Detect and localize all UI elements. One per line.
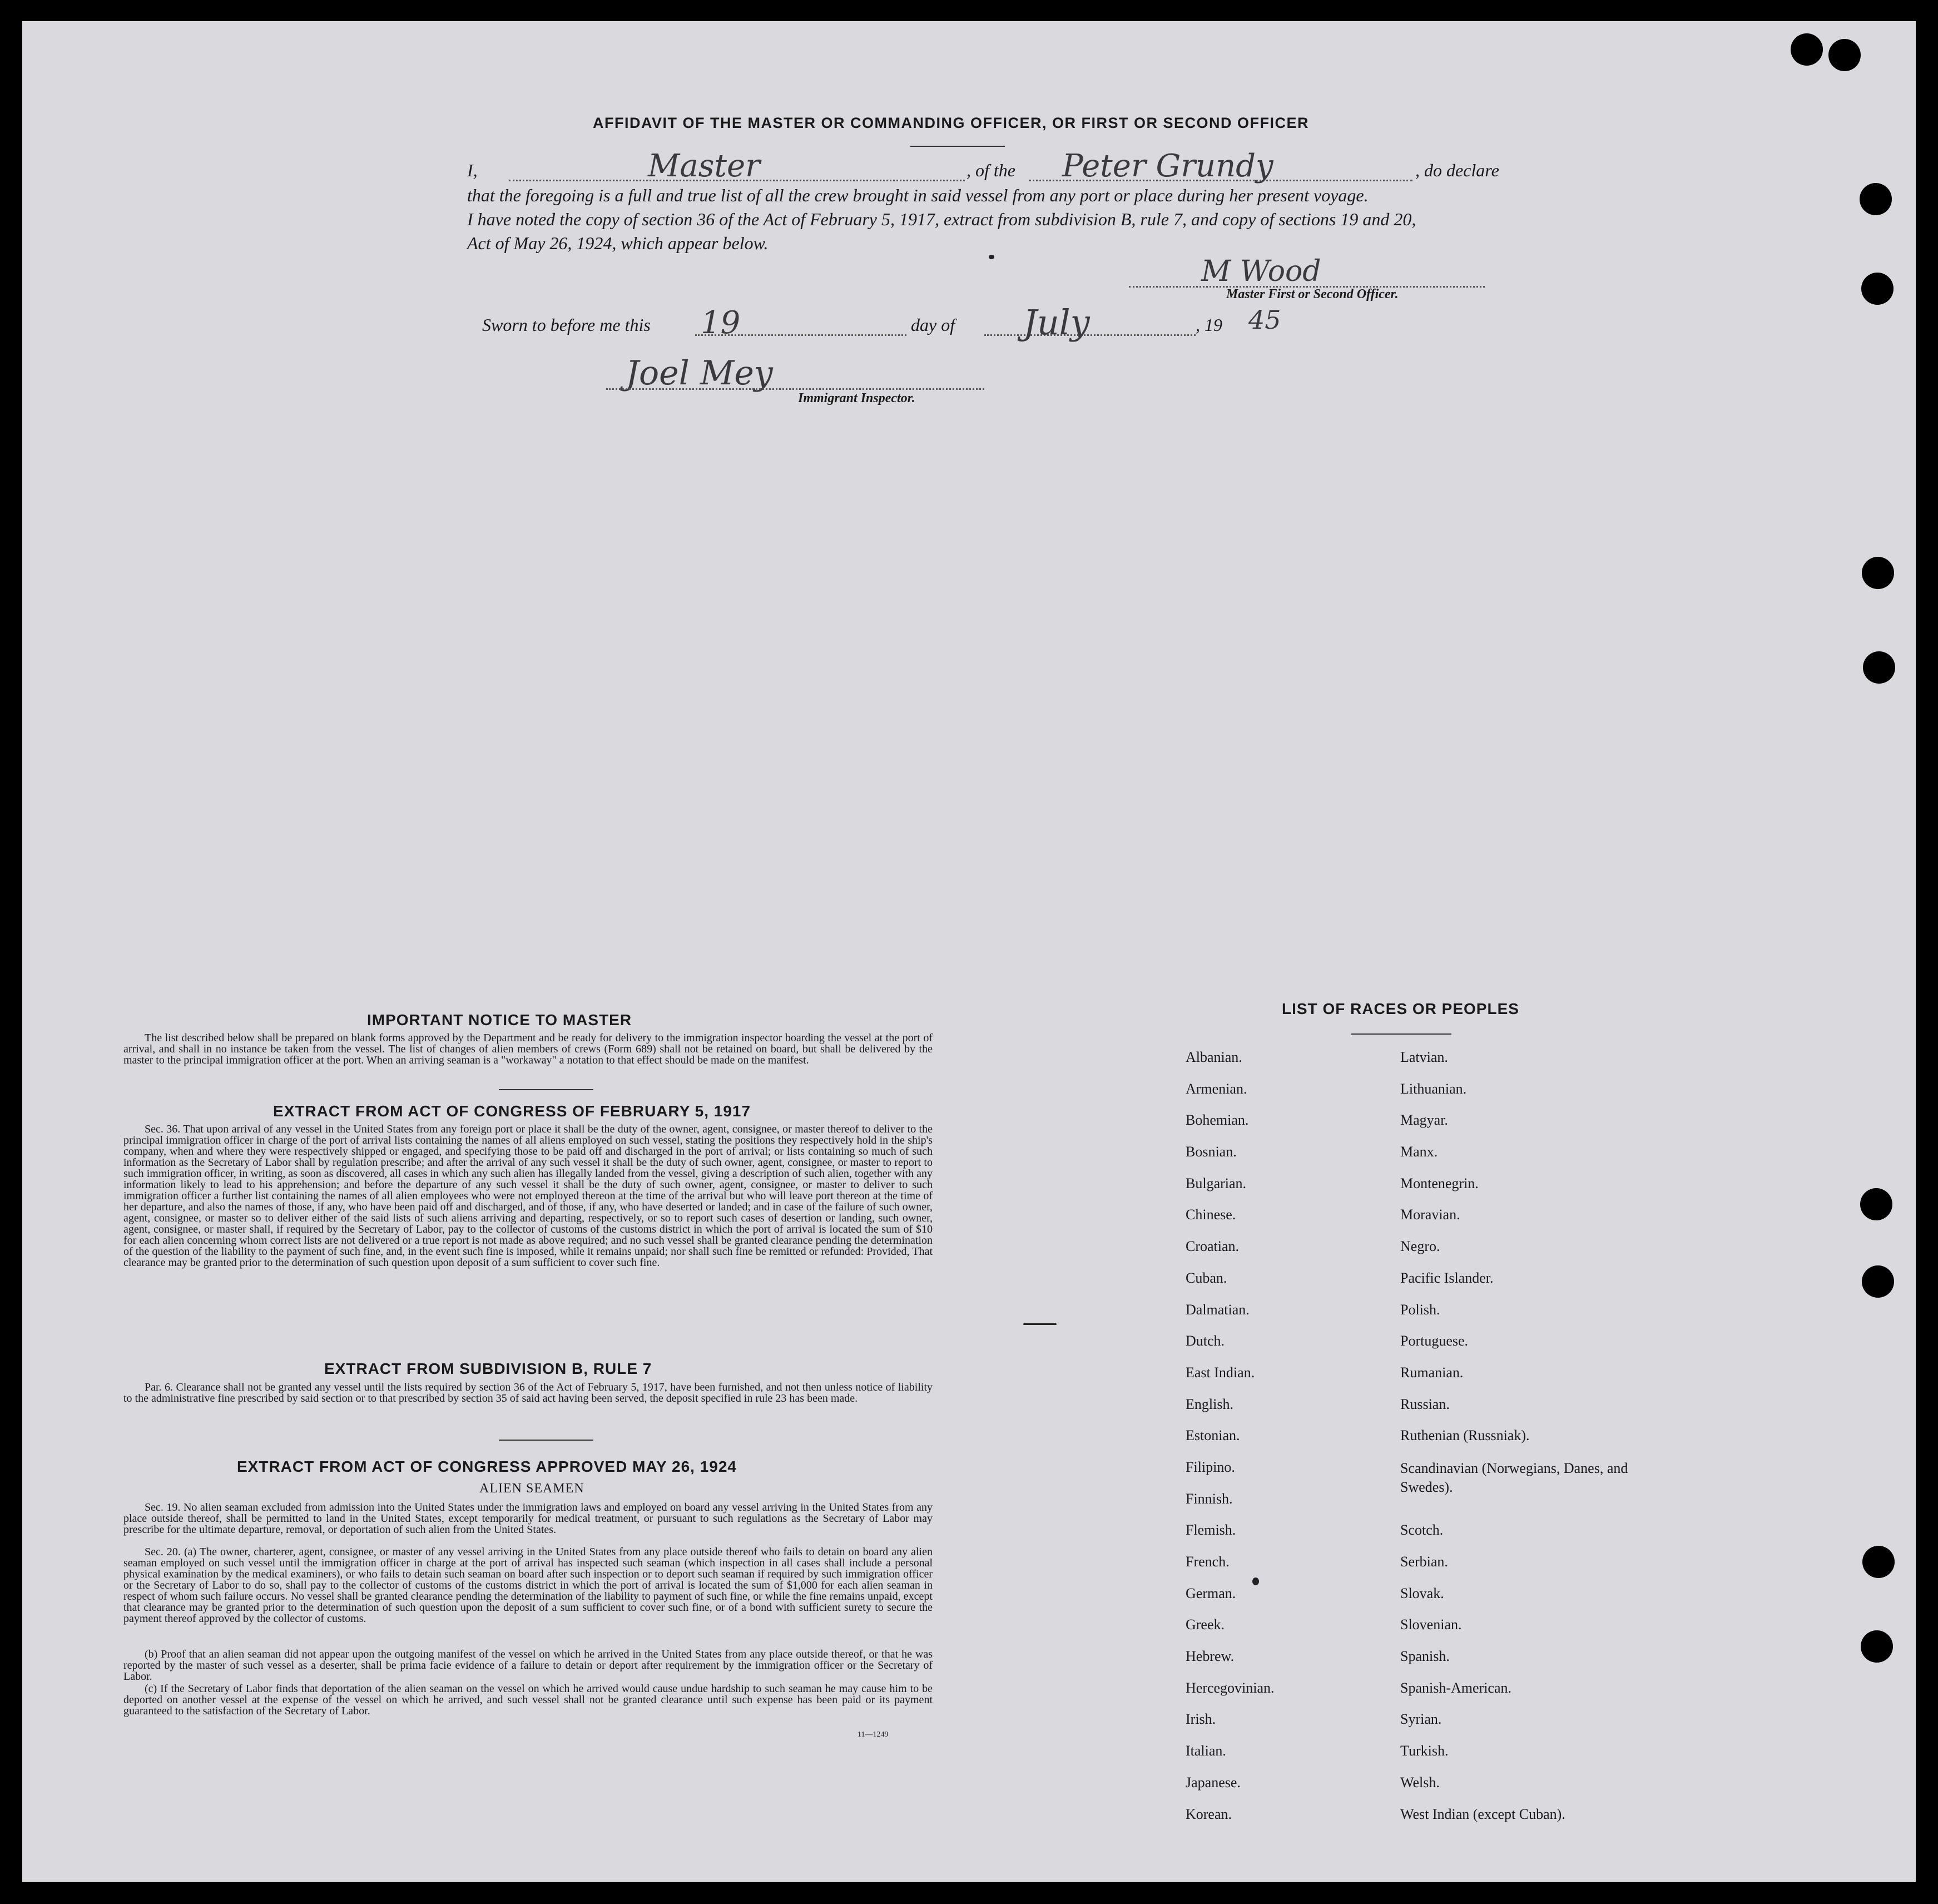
races-title: LIST OF RACES OR PEOPLES: [1282, 1000, 1519, 1017]
race-item: Armenian.: [1186, 1080, 1247, 1097]
notice-body: The list described below shall be prepared on blank forms approved by the Department and be ready for delivery to the immigration inspector boarding the vessel at the port of arrival, and shall in no instance be taken from the vessel. The list of changes of alien members of crews (Form 689) shall not be retained on board, but shall be delivered by the master to the principal immigration officer at the port. When an arriving seaman is a "workaway" a notation to that effect should be made on the manifest.: [123, 1032, 933, 1066]
race-item: Turkish.: [1400, 1743, 1449, 1759]
subdivision-b-body: Par. 6. Clearance shall not be granted any vessel until the lists required by section 36 of the Act of February 5, 1917, have been furnished, and not then unless notice of liability to the administrative fine prescribed by said section or to that prescribed by section 35 of said act having been served, the deposit specified in rule 23 has been made.: [123, 1381, 933, 1404]
race-item: Filipino.: [1186, 1458, 1235, 1475]
section-20a-text: Sec. 20. (a) The owner, charterer, agent, consignee, or master of any vessel arriving in the United States from any place outside thereof who fails to detain on board any alien seaman employed on such vessel until the immigration officer in charge at the port of arrival has inspected such seaman (which inspection in all cases shall include a personal physical examination by the medical examiners), or who fails to detain such seaman on board after such inspection or to deport such seaman if required by such immigration officer or the Secretary of Labor to do so, shall pay to the collector of customs of the customs district in which the port of arrival is located the sum of $1,000 for each alien seaman in respect of whom such failure occurs. No vessel shall be granted clearance pending the determination of the liability to payment of such fine, or while the fine remains unpaid, except that clearance may be granted prior to the determination of such question upon the deposit of a sum sufficient to cover such fine, or of a bond with sufficient surety to secure the payment thereof approved by the collector of customs.: [123, 1546, 933, 1625]
section-20c-text: (c) If the Secretary of Labor finds that deportation of the alien seaman on the vessel on which he arrived would cause undue hardship to such seaman he may cause him to be deported on another vessel at the expense of the vessel on which he arrived, and such vessel shall not be granted clearance until such expense has been paid or its payment guaranteed to the satisfaction of the Secretary of Labor.: [123, 1683, 933, 1717]
affidavit-title: AFFIDAVIT OF THE MASTER OR COMMANDING OFFICER, OR FIRST OR SECOND OFFICER: [593, 115, 1309, 131]
affidavit-line-2: that the foregoing is a full and true list of all the crew brought in said vessel from any port or place during her present voyage.: [467, 185, 1369, 205]
race-item: Negro.: [1400, 1238, 1440, 1255]
handwritten-inspector-signature: Joel Mey: [626, 354, 773, 393]
race-item: Montenegrin.: [1400, 1175, 1479, 1191]
race-item: Bulgarian.: [1186, 1175, 1247, 1191]
divider: [910, 146, 1005, 147]
race-item: Ruthenian (Russniak).: [1400, 1427, 1530, 1444]
punch-hole: [1860, 183, 1892, 215]
handwritten-master: Master: [648, 148, 760, 184]
do-declare-label: , do declare: [1415, 160, 1499, 180]
race-item: Bohemian.: [1186, 1112, 1249, 1129]
race-item: Welsh.: [1400, 1774, 1440, 1791]
race-item: Croatian.: [1186, 1238, 1240, 1255]
race-item: Spanish.: [1400, 1648, 1450, 1665]
race-item: Dutch.: [1186, 1333, 1225, 1349]
punch-hole: [1828, 39, 1861, 71]
punch-hole: [1861, 1630, 1893, 1663]
race-item: Bosnian.: [1186, 1144, 1237, 1160]
race-item: Moravian.: [1400, 1206, 1460, 1223]
race-item: Greek.: [1186, 1616, 1225, 1633]
race-item: Japanese.: [1186, 1774, 1241, 1791]
punch-hole: [1861, 273, 1894, 305]
punch-hole: [1862, 1546, 1895, 1578]
punch-hole: [1860, 1188, 1892, 1220]
handwritten-vessel-name: Peter Grundy: [1062, 148, 1273, 184]
race-item: Dalmatian.: [1186, 1301, 1250, 1318]
race-item: Cuban.: [1186, 1269, 1227, 1286]
race-item: Syrian.: [1400, 1711, 1442, 1728]
alien-seamen-subtitle: ALIEN SEAMEN: [479, 1481, 584, 1496]
divider: [499, 1440, 593, 1441]
extract-1917-title: EXTRACT FROM ACT OF CONGRESS OF FEBRUARY 5, 1917: [273, 1102, 751, 1120]
extract-1924-title: EXTRACT FROM ACT OF CONGRESS APPROVED MAY 26, 1924: [237, 1458, 737, 1475]
sworn-label: Sworn to before me this: [482, 315, 651, 335]
race-item: Scandinavian (Norwegians, Danes, and Swedes).: [1400, 1460, 1628, 1495]
of-the-label: , of the: [966, 160, 1015, 180]
handwritten-officer-signature: M Wood: [1201, 255, 1321, 288]
inspector-label: Immigrant Inspector.: [798, 391, 915, 405]
race-item: Slovenian.: [1400, 1616, 1462, 1633]
race-item: Korean.: [1186, 1806, 1232, 1822]
form-number: 11—1249: [858, 1730, 889, 1739]
affidavit-line-4: Act of May 26, 1924, which appear below.: [467, 233, 769, 253]
day-of-label: day of: [911, 315, 955, 335]
race-item: English.: [1186, 1396, 1233, 1412]
scan-speck: [989, 255, 994, 259]
race-item: Rumanian.: [1400, 1364, 1464, 1381]
master-officer-label: Master First or Second Officer.: [1226, 287, 1399, 301]
scan-speck: [1023, 1323, 1057, 1325]
race-item: Lithuanian.: [1400, 1080, 1467, 1097]
punch-hole: [1791, 33, 1823, 66]
notice-title: IMPORTANT NOTICE TO MASTER: [367, 1011, 632, 1028]
punch-hole: [1862, 1265, 1894, 1298]
race-item: Spanish-American.: [1400, 1679, 1512, 1696]
race-item: Scotch.: [1400, 1522, 1444, 1539]
race-item: German.: [1186, 1585, 1236, 1601]
affidavit-line-3: I have noted the copy of section 36 of the Act of February 5, 1917, extract from subdivision B, rule 7, and copy of sections 19 and 20,: [467, 209, 1416, 229]
inspector-signature-field: [606, 388, 984, 390]
handwritten-year: 45: [1248, 305, 1281, 335]
race-item: Hebrew.: [1186, 1648, 1235, 1665]
race-item: Manx.: [1400, 1144, 1438, 1160]
affidavit-i-label: I,: [467, 160, 478, 180]
race-item: Slovak.: [1400, 1585, 1444, 1601]
year-prefix-label: , 19: [1196, 315, 1222, 335]
section-19-text: Sec. 19. No alien seaman excluded from admission into the United States under the immigration laws and employed on board any vessel arriving in the United States from any place outside thereof, shall be permitted to land in the United States, except temporarily for medical treatment, or pursuant to such regulations as the Secretary of Labor may prescribe for the ultimate departure, removal, or deportation of such alien from the United States.: [123, 1501, 933, 1536]
race-item: Flemish.: [1186, 1522, 1236, 1539]
sworn-month-field: [984, 334, 1196, 336]
race-item: Finnish.: [1186, 1490, 1233, 1507]
subdivision-b-title: EXTRACT FROM SUBDIVISION B, RULE 7: [324, 1360, 652, 1377]
punch-hole: [1862, 557, 1894, 589]
race-item: Pacific Islander.: [1400, 1269, 1494, 1286]
race-item: Albanian.: [1186, 1049, 1242, 1065]
affidavit-line-1: [467, 160, 478, 181]
races-left-column: [1186, 1049, 1275, 1837]
extract-1917-body: Sec. 36. That upon arrival of any vessel in the United States from any foreign port or place it shall be the duty of the owner, agent, consignee, or master thereof to deliver to the principal immigration officer in charge of the port of arrival lists containing the names of all aliens employed on such vessel, stating the positions they respectively hold in the ship's company, when and where they were respectively shipped or engaged, and specifying those to be paid off and discharged in the port of arrival; or lists containing so much of such information as the Secretary of Labor shall by regulation prescribe; and after the arrival of any such vessel it shall be the duty of such owner, agent, consignee, or master to report to such immigration officer, in writing, as soon as discovered, all cases in which any such alien has illegally landed from the vessel, giving a description of such alien, together with any information likely to lead to his apprehension; and before the departure of any such vessel it shall be the duty of such owner, agent, consignee, or master to deliver to such immigration officer a further list containing the names of all alien employees who were not employed thereon at the time of the arrival but who will leave port thereon at the time of her departure, and also the names of those, if any, who have been paid off and discharged, and of those, if any, who have deserted or landed; and in case of the failure of such owner, agent, consignee, or master so to deliver either of the said lists of such aliens arriving and departing, respectively, or so to report such cases of desertion or landing, such owner, agent, consignee, or master shall, if required by the Secretary of Labor, pay to the collector of customs of the customs district in which the port of arrival is located the sum of $10 for each alien concerning whom correct lists are not delivered or a true report is not made as above required; and no such vessel shall be granted clearance pending the determination of the question of the liability to the payment of such fine, and, in the event such fine is imposed, while it remains unpaid; nor shall such fine be remitted or refunded: Provided, That clearance may be granted prior to the determination of such question upon deposit of a sum sufficient to cover such fine.: [123, 1123, 933, 1269]
section-20b-text: (b) Proof that an alien seaman did not appear upon the outgoing manifest of the vessel on which he arrived in the United States from any place outside thereof, or that he was reported by the master of such vessel as a deserter, shall be prima facie evidence of a failure to detain or deport after requirement by the immigration officer or the Secretary of Labor.: [123, 1648, 933, 1683]
punch-hole: [1863, 651, 1895, 684]
race-item: Latvian.: [1400, 1049, 1448, 1065]
race-item: Italian.: [1186, 1743, 1226, 1759]
race-item: Russian.: [1400, 1396, 1450, 1412]
race-item: Chinese.: [1186, 1206, 1236, 1223]
race-item: French.: [1186, 1554, 1230, 1570]
divider: [1351, 1033, 1451, 1035]
race-item: Portuguese.: [1400, 1333, 1469, 1349]
race-item: East Indian.: [1186, 1364, 1255, 1381]
document-page: [22, 21, 1916, 1882]
handwritten-day: 19: [701, 305, 741, 341]
race-item: Polish.: [1400, 1301, 1440, 1318]
race-item: Estonian.: [1186, 1427, 1240, 1444]
race-item: Irish.: [1186, 1711, 1216, 1728]
handwritten-month: July: [1023, 302, 1090, 343]
divider: [499, 1089, 593, 1090]
race-item: Hercegovinian.: [1186, 1679, 1275, 1696]
races-right-column: [1400, 1049, 1639, 1837]
race-item: West Indian (except Cuban).: [1400, 1806, 1565, 1822]
race-item: Serbian.: [1400, 1554, 1448, 1570]
race-item: Magyar.: [1400, 1112, 1448, 1129]
